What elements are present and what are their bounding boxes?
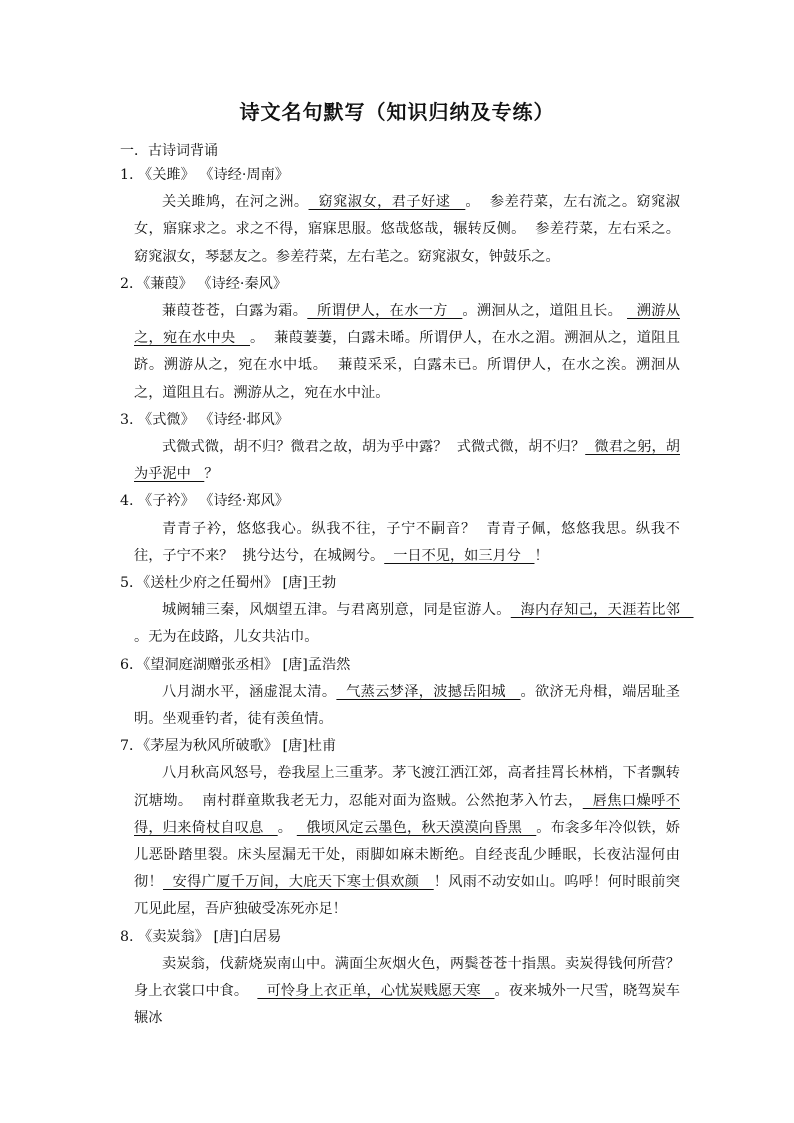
poem-text-span: ？ (204, 466, 219, 483)
poem-heading: 7．《茅屋为秋风所破歌》 [唐]杜甫 (120, 738, 337, 755)
poem-text-span: 关关雎鸠，在河之洲。 (162, 194, 309, 211)
poem-text (120, 597, 694, 651)
poem-text (120, 951, 680, 1033)
poem-heading: 1. 《关雎》 《诗经·周南》 (120, 167, 289, 183)
poem-text-span: ！风雨不动安如山。呜呼！何时眼前突兀见此屋，吾庐独破受冻死亦足！ (134, 874, 680, 918)
poem-text-span: 。欲济无舟楫，端居耻圣明。坐观垂钓者，徒有羡鱼情。 (134, 683, 680, 728)
page-title: 诗文名句默写（知识归纳及专练） (239, 100, 555, 124)
poem-text-span: ！ (534, 547, 549, 564)
poem-text (120, 434, 680, 488)
poem-text-span: 蒹葭苍苍，白露为霜。 (162, 303, 308, 320)
poem-text-span: 。无为在歧路，儿女共沾巾。 (134, 629, 319, 646)
poem-heading: 6．《望洞庭湖赠张丞相》 [唐]孟浩然 (120, 656, 351, 673)
poem-text-span: 八月湖水平，涵虚混太清。 (162, 683, 337, 700)
answer-underlined: 安得广厦千万间，大庇天下寒士俱欢颜 (163, 874, 434, 891)
section-heading: 一．古诗词背诵 (120, 143, 218, 159)
poem-list (120, 162, 694, 1033)
poem-text-span: 八月秋高风怒号，卷我屋上三重茅。茅飞渡江洒江郊，高者挂罥长林梢，下者飘转沉塘坳。 南村群童欺我老无力，忍能对面为盗贼。公然抱茅入竹去， (134, 765, 680, 809)
poem-text-span: 卖炭翁，伐薪烧炭南山中。满面尘灰烟火色，两鬓苍苍十指黑。卖炭得钱何所营？身上衣裳口中食。 (134, 955, 680, 1000)
poem-text-span: 城阙辅三秦，风烟望五津。与君离别意，同是宦游人。 (162, 602, 511, 619)
poem-text-span: 。布衾多年冷似铁，娇儿恶卧踏里裂。床头屋漏无干处，雨脚如麻未断绝。自经丧乱少睡眠，长夜沾湿何由彻！ (134, 819, 680, 891)
answer-underlined: 一日不见，如三月兮 (384, 547, 535, 564)
answer-underlined: 微君之躬，胡为乎泥中 (134, 439, 680, 483)
poem-text (120, 679, 680, 733)
poem-heading: 4. 《子衿》 《诗经·郑风》 (120, 493, 289, 510)
poem-heading: 2．《蒹葭》 《诗经·秦风》 (120, 275, 288, 292)
answer-underlined: 可怜身上衣正单，心忧炭贱愿天寒 (257, 983, 495, 1000)
poem-text-span: 。 (277, 819, 297, 836)
poem-text (120, 189, 680, 271)
poem-text-span: 式微式微，胡不归？微君之故，胡为乎中露？ 式微式微，胡不归？ (162, 439, 586, 456)
poem-text-span: 青青子衿，悠悠我心。纵我不往，子宁不嗣音？ 青青子佩，悠悠我思。纵我不往，子宁不来？ 挑兮达兮，在城阙兮。 (134, 520, 680, 564)
poem-text (120, 760, 680, 923)
poem-text (120, 516, 680, 570)
poem-text-span: 。 参差荇菜，左右流之。窈窕淑女，寤寐求之。求之不得，寤寐思服。悠哉悠哉，辗转反侧。 参差荇菜，左右采之。窈窕淑女，琴瑟友之。参差荇菜，左右芼之。窈窕淑女，钟鼓乐之。 (134, 194, 680, 265)
answer-underlined: 气蒸云梦泽，波撼岳阳城 (336, 683, 521, 700)
poem-heading: 8. 《卖炭翁》 [唐]白居易 (120, 928, 282, 945)
answer-underlined: 唇焦口燥呼不得，归来倚杖自叹息 (134, 792, 680, 836)
answer-underlined: 俄顷风定云墨色，秋天漠漠向昏黑 (296, 819, 537, 836)
answer-underlined: 海内存知己，天涯若比邻 (510, 602, 694, 619)
answer-underlined: 窈窕淑女，君子好逑 (308, 194, 466, 211)
poem-text-span: 。 蒹葭萋萋，白露未晞。所谓伊人，在水之湄。溯洄从之，道阻且跻。溯游从之，宛在水中坻。 蒹葭采采，白露未已。所谓伊人，在水之涘。溯洄从之，道阻且右。溯游从之，宛在水中沚。 (134, 330, 680, 401)
poem-heading: 3. 《式微》 《诗经·邶风》 (120, 411, 289, 428)
poem-text-span: 。夜来城外一尺雪，晓驾炭车辗冰 (134, 983, 680, 1027)
poem-heading: 5．《送杜少府之任蜀州》 [唐]王勃 (120, 575, 337, 592)
answer-underlined: 所谓伊人，在水一方 (307, 303, 463, 320)
poem-text-span: 。溯洄从之，道阻且长。 (462, 303, 628, 320)
poem-text (120, 298, 680, 407)
answer-underlined: 溯游从之，宛在水中央 (134, 303, 680, 347)
